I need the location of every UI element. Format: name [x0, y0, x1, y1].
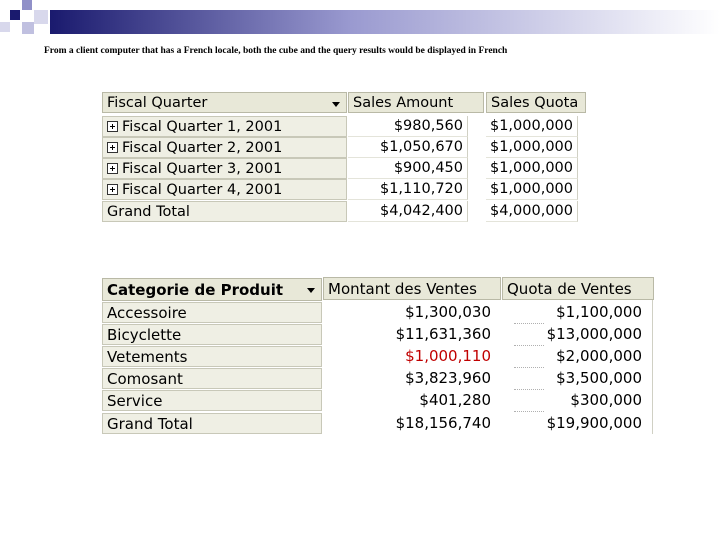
row-label: Fiscal Quarter 4, 2001 — [122, 182, 283, 198]
cell-montant: $1,300,030 — [323, 302, 495, 323]
dotted-separator — [514, 345, 544, 346]
decor-square-4 — [34, 10, 48, 24]
dotted-separator — [514, 323, 544, 324]
row-header-service[interactable]: Service — [102, 390, 322, 411]
row-header-q1[interactable] — [102, 116, 347, 137]
row-header-q3[interactable] — [102, 158, 347, 179]
cell-sales-amount: $980,560 — [348, 116, 468, 137]
title-gradient-bar — [50, 10, 720, 34]
cell-quota: $13,000,000 — [502, 324, 646, 345]
dotted-separator — [514, 411, 544, 412]
row-header-vetements[interactable]: Vetements — [102, 346, 322, 367]
row-header-q4[interactable] — [102, 179, 347, 200]
measure-header-sales-amount[interactable]: Sales Amount — [348, 92, 484, 113]
cell-sales-quota: $1,000,000 — [486, 158, 578, 179]
row-header-q2[interactable] — [102, 137, 347, 158]
row-label: Fiscal Quarter 3, 2001 — [122, 161, 283, 177]
row-header-grand-total[interactable]: Grand Total — [102, 413, 322, 434]
cell-quota: $1,100,000 — [502, 302, 646, 323]
cell-quota: $300,000 — [502, 390, 646, 411]
measure-header-sales-quota[interactable]: Sales Quota — [486, 92, 586, 113]
dimension-header-categorie[interactable] — [102, 278, 322, 301]
cell-sales-amount: $900,450 — [348, 158, 468, 179]
decor-square-3 — [22, 22, 34, 34]
dotted-separator — [514, 389, 544, 390]
cell-total-quota: $19,900,000 — [502, 413, 646, 434]
cell-montant: $401,280 — [323, 390, 495, 411]
dropdown-arrow-icon[interactable] — [307, 288, 315, 293]
row-header-bicyclette[interactable]: Bicyclette — [102, 324, 322, 345]
row-header-accessoire[interactable]: Accessoire — [102, 302, 322, 323]
cell-sales-quota: $1,000,000 — [486, 137, 578, 158]
measure-header-quota[interactable]: Quota de Ventes — [502, 277, 654, 300]
expand-icon[interactable] — [107, 184, 118, 195]
dimension-header-label: Fiscal Quarter — [107, 95, 208, 111]
cell-total-montant: $18,156,740 — [323, 413, 495, 434]
cell-sales-quota: $1,000,000 — [486, 116, 578, 137]
expand-icon[interactable] — [107, 163, 118, 174]
cell-montant-highlighted: $1,000,110 — [323, 346, 495, 367]
decor-square-2 — [22, 0, 32, 10]
dimension-header-label: Categorie de Produit — [107, 281, 284, 299]
row-header-grand-total[interactable]: Grand Total — [102, 201, 347, 222]
cell-sales-amount: $1,050,670 — [348, 137, 468, 158]
cell-montant: $11,631,360 — [323, 324, 495, 345]
cell-montant: $3,823,960 — [323, 368, 495, 389]
table-right-border — [652, 300, 653, 434]
cell-quota: $3,500,000 — [502, 368, 646, 389]
row-label: Fiscal Quarter 1, 2001 — [122, 119, 283, 135]
cell-sales-quota: $1,000,000 — [486, 179, 578, 200]
cell-total-sales-quota: $4,000,000 — [486, 201, 578, 222]
cell-sales-amount: $1,110,720 — [348, 179, 468, 200]
slide-caption: From a client computer that has a French locale, both the cube and the query results would be displayed in French — [44, 46, 508, 56]
cell-quota: $2,000,000 — [502, 346, 646, 367]
decor-square-5 — [0, 22, 10, 32]
row-header-comosant[interactable]: Comosant — [102, 368, 322, 389]
expand-icon[interactable] — [107, 142, 118, 153]
dropdown-arrow-icon[interactable] — [332, 102, 340, 107]
dotted-separator — [514, 367, 544, 368]
row-label: Fiscal Quarter 2, 2001 — [122, 140, 283, 156]
dimension-header-fiscal-quarter[interactable] — [102, 92, 347, 113]
expand-icon[interactable] — [107, 121, 118, 132]
cell-total-sales-amount: $4,042,400 — [348, 201, 468, 222]
decor-square-1 — [10, 10, 20, 20]
measure-header-montant[interactable]: Montant des Ventes — [323, 277, 501, 300]
